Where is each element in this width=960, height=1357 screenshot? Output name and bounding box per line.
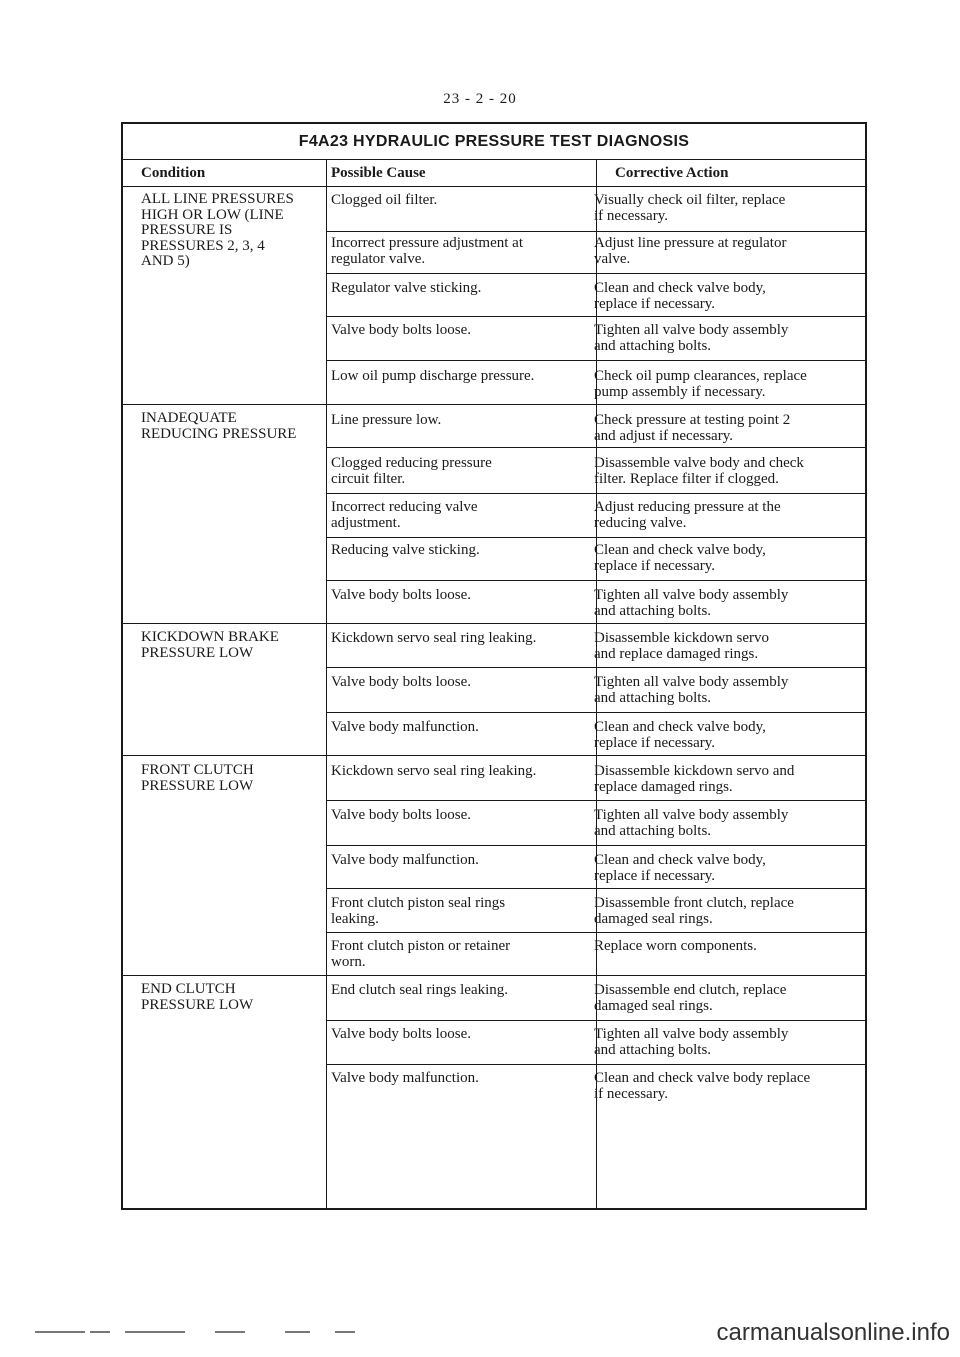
action-cell: Clean and check valve body, replace if necessary. — [594, 280, 766, 312]
cause-cell: Kickdown servo seal ring leaking. — [331, 763, 537, 779]
action-cell: Disassemble valve body and check filter. Replace filter if clogged. — [594, 455, 804, 487]
group-divider — [123, 404, 865, 405]
cause-cell: Valve body malfunction. — [331, 1070, 479, 1086]
action-cell: Tighten all valve body assembly and attaching bolts. — [594, 807, 789, 839]
page-number: 23 - 2 - 20 — [443, 91, 517, 107]
action-cell: Tighten all valve body assembly and attaching bolts. — [594, 322, 789, 354]
cause-cell: Reducing valve sticking. — [331, 542, 480, 558]
action-cell: Adjust reducing pressure at the reducing valve. — [594, 499, 781, 531]
scan-artifact-marks — [35, 1331, 395, 1335]
condition-kickdown-brake: KICKDOWN BRAKE PRESSURE LOW — [141, 629, 279, 661]
condition-inadequate-reducing: INADEQUATE REDUCING PRESSURE — [141, 410, 297, 442]
action-cell: Clean and check valve body, replace if necessary. — [594, 852, 766, 884]
cause-cell: Valve body bolts loose. — [331, 587, 471, 603]
row-divider — [327, 447, 865, 448]
row-divider — [327, 888, 865, 889]
row-divider — [327, 932, 865, 933]
condition-all-line-pressures: ALL LINE PRESSURES HIGH OR LOW (LINE PRESSURE IS PRESSURES 2, 3, 4 AND 5) — [141, 191, 294, 269]
action-cell: Disassemble front clutch, replace damaged seal rings. — [594, 895, 794, 927]
cause-cell: Valve body bolts loose. — [331, 1026, 471, 1042]
action-cell: Disassemble kickdown servo and replace damaged rings. — [594, 763, 795, 795]
cause-cell: Valve body malfunction. — [331, 719, 479, 735]
cause-cell: Incorrect reducing valve adjustment. — [331, 499, 478, 531]
condition-front-clutch: FRONT CLUTCH PRESSURE LOW — [141, 762, 254, 794]
row-divider — [327, 537, 865, 538]
action-cell: Tighten all valve body assembly and attaching bolts. — [594, 674, 789, 706]
row-divider — [327, 712, 865, 713]
action-cell: Disassemble end clutch, replace damaged seal rings. — [594, 982, 787, 1014]
action-cell: Check oil pump clearances, replace pump assembly if necessary. — [594, 368, 807, 400]
action-cell: Adjust line pressure at regulator valve. — [594, 235, 787, 267]
action-cell: Clean and check valve body, replace if necessary. — [594, 542, 766, 574]
row-divider — [327, 1064, 865, 1065]
table-title: F4A23 HYDRAULIC PRESSURE TEST DIAGNOSIS — [123, 124, 865, 160]
cause-cell: Clogged oil filter. — [331, 192, 438, 208]
row-divider — [327, 360, 865, 361]
cause-cell: Incorrect pressure adjustment at regulator valve. — [331, 235, 524, 267]
header-corrective-action: Corrective Action — [597, 160, 865, 187]
row-divider — [327, 667, 865, 668]
condition-end-clutch: END CLUTCH PRESSURE LOW — [141, 981, 254, 1013]
action-cell: Clean and check valve body replace if necessary. — [594, 1070, 811, 1102]
action-cell: Clean and check valve body, replace if necessary. — [594, 719, 766, 751]
action-cell: Visually check oil filter, replace if necessary. — [594, 192, 786, 224]
column-divider-condition — [326, 160, 327, 1208]
header-condition: Condition — [123, 160, 327, 187]
action-cell: Tighten all valve body assembly and attaching bolts. — [594, 1026, 789, 1058]
cause-cell: Kickdown servo seal ring leaking. — [331, 630, 537, 646]
cause-cell: Low oil pump discharge pressure. — [331, 368, 535, 384]
row-divider — [327, 800, 865, 801]
group-divider — [123, 755, 865, 756]
row-divider — [327, 493, 865, 494]
group-divider — [123, 975, 865, 976]
cause-cell: End clutch seal rings leaking. — [331, 982, 509, 998]
cause-cell: Clogged reducing pressure circuit filter. — [331, 455, 492, 487]
table-header-row — [123, 160, 865, 187]
group-divider — [123, 623, 865, 624]
action-cell: Replace worn components. — [594, 938, 757, 954]
header-possible-cause: Possible Cause — [327, 160, 597, 187]
row-divider — [327, 231, 865, 232]
row-divider — [327, 273, 865, 274]
action-cell: Disassemble kickdown servo and replace damaged rings. — [594, 630, 769, 662]
cause-cell: Valve body bolts loose. — [331, 674, 471, 690]
cause-cell: Front clutch piston or retainer worn. — [331, 938, 511, 970]
cause-cell: Valve body bolts loose. — [331, 807, 471, 823]
action-cell: Check pressure at testing point 2 and adjust if necessary. — [594, 412, 791, 444]
row-divider — [327, 316, 865, 317]
cause-cell: Valve body bolts loose. — [331, 322, 471, 338]
cause-cell: Line pressure low. — [331, 412, 442, 428]
row-divider — [327, 845, 865, 846]
cause-cell: Regulator valve sticking. — [331, 280, 482, 296]
cause-cell: Front clutch piston seal rings leaking. — [331, 895, 506, 927]
watermark: carmanualsonline.info — [716, 1319, 950, 1346]
action-cell: Tighten all valve body assembly and attaching bolts. — [594, 587, 789, 619]
cause-cell: Valve body malfunction. — [331, 852, 479, 868]
row-divider — [327, 580, 865, 581]
row-divider — [327, 1020, 865, 1021]
diagnosis-table — [121, 122, 867, 1210]
